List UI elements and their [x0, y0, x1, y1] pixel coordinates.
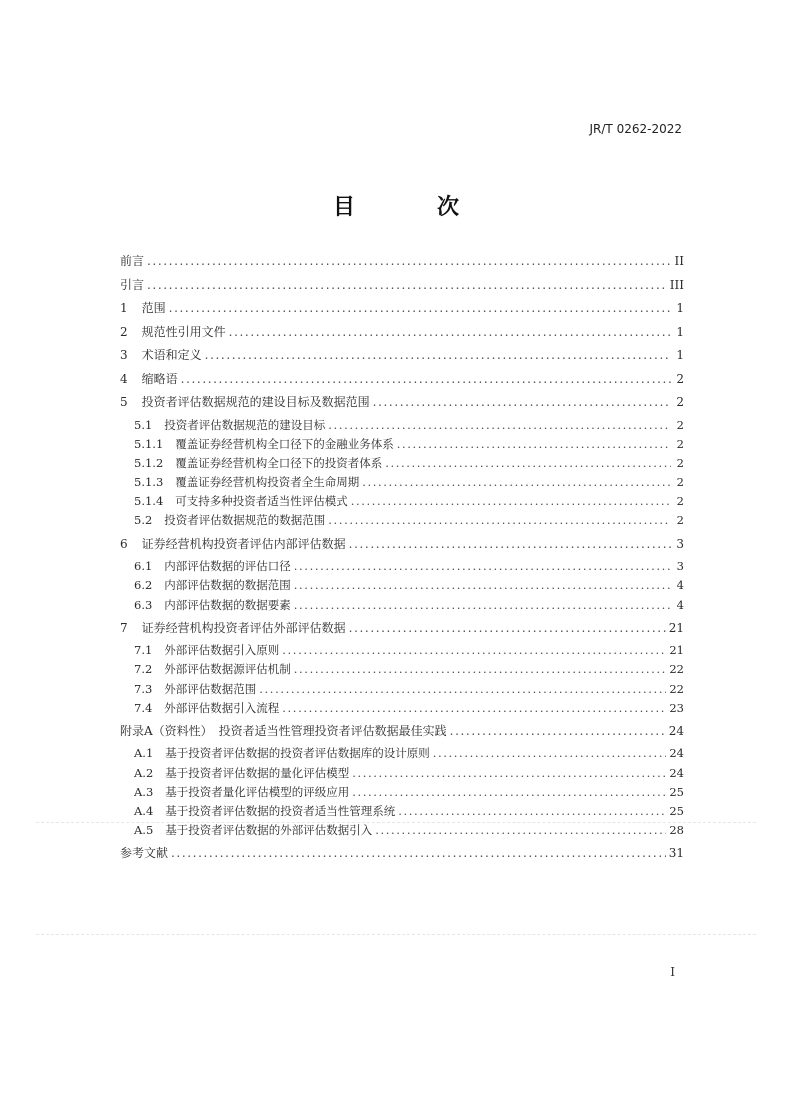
toc-entry-number: 5.1.4 — [134, 494, 164, 509]
toc-entry[interactable] — [120, 784, 684, 803]
toc-entry-number: 5.1.2 — [134, 455, 164, 470]
toc-entry-page: 21 — [669, 643, 684, 658]
dot-leader — [229, 325, 671, 339]
toc-entry[interactable] — [120, 558, 684, 577]
toc-entry-title: 缩略语 — [141, 371, 178, 386]
dot-leader — [433, 746, 667, 760]
dot-leader — [375, 823, 666, 837]
toc-entry[interactable] — [120, 844, 684, 868]
toc-entry-title: 规范性引用文件 — [141, 324, 226, 339]
toc-entry-number: 3 — [120, 348, 128, 362]
dot-leader — [205, 348, 671, 362]
dot-leader — [349, 621, 666, 635]
dot-leader — [294, 662, 667, 676]
dot-leader — [450, 724, 666, 738]
table-of-contents — [120, 252, 684, 868]
toc-entry[interactable] — [120, 765, 684, 784]
toc-entry-number: 7 — [120, 620, 128, 635]
page-title: 目 次 — [332, 194, 489, 220]
toc-entry[interactable] — [120, 661, 684, 680]
dot-leader — [328, 418, 671, 432]
toc-entry-page: 21 — [668, 620, 684, 635]
dot-leader — [362, 475, 671, 489]
toc-entry-title: 内部评估数据的数据要素 — [164, 597, 291, 612]
toc-entry[interactable] — [120, 370, 684, 394]
toc-entry-number: 7.3 — [134, 681, 153, 696]
dot-leader — [385, 456, 671, 470]
toc-entry-page: 2 — [676, 371, 684, 386]
toc-entry-title: 术语和定义 — [141, 348, 202, 362]
toc-entry[interactable] — [120, 535, 684, 559]
divider — [36, 822, 756, 823]
page-number: I — [670, 965, 675, 979]
toc-entry-title: 外部评估数据引入原则 — [164, 643, 280, 658]
toc-entry-page: 3 — [676, 536, 684, 551]
toc-entry-page: 2 — [676, 395, 684, 409]
toc-entry-page: 2 — [676, 455, 684, 470]
toc-entry[interactable] — [120, 493, 684, 512]
toc-entry-number: A.1 — [134, 746, 154, 761]
toc-entry-number: 6.1 — [134, 559, 153, 574]
toc-entry-page: 24 — [669, 765, 684, 780]
toc-entry-title: 基于投资者评估数据的投资者适当性管理系统 — [165, 804, 396, 818]
toc-entry-page: 24 — [669, 746, 684, 761]
dot-leader — [147, 254, 671, 268]
dot-leader — [147, 278, 667, 292]
toc-entry[interactable] — [120, 417, 684, 436]
dot-leader — [352, 766, 666, 780]
toc-entry-title: 外部评估数据源评估机制 — [164, 662, 291, 677]
toc-entry[interactable] — [120, 803, 684, 822]
toc-entry-title: 投资者评估数据规范的建设目标及数据范围 — [141, 395, 370, 409]
toc-entry-title: 引言 — [120, 277, 145, 292]
toc-entry-title: 外部评估数据范围 — [164, 681, 257, 696]
toc-entry-page: 24 — [668, 723, 684, 738]
toc-entry-title: 投资者评估数据规范的数据范围 — [164, 513, 326, 528]
toc-entry[interactable] — [120, 512, 684, 531]
dot-leader — [282, 643, 666, 657]
toc-entry-title: 附录A（资料性） 投资者适当性管理投资者评估数据最佳实践 — [120, 723, 447, 738]
toc-entry-title: 基于投资者评估数据的投资者评估数据库的设计原则 — [165, 746, 430, 761]
toc-entry-title: 覆盖证券经营机构全口径下的金融业务体系 — [175, 436, 394, 451]
toc-entry[interactable] — [120, 276, 684, 300]
toc-entry-page: 22 — [669, 681, 684, 696]
toc-entry-page: 22 — [669, 662, 684, 677]
toc-entry-title: 投资者评估数据规范的建设目标 — [164, 417, 326, 432]
toc-entry[interactable] — [120, 577, 684, 596]
toc-entry-title: 基于投资者量化评估模型的评级应用 — [165, 784, 350, 799]
toc-entry-number: A.4 — [134, 804, 154, 818]
dot-leader — [294, 559, 671, 573]
toc-entry[interactable] — [120, 822, 684, 841]
toc-entry-page: II — [674, 254, 684, 268]
toc-entry-title: 内部评估数据的评估口径 — [164, 559, 291, 574]
dot-leader — [397, 437, 671, 451]
toc-entry[interactable] — [120, 722, 684, 746]
toc-entry-title: 可支持多种投资者适当性评估模式 — [175, 494, 348, 509]
toc-entry-page: 3 — [676, 559, 684, 574]
dot-leader — [294, 598, 671, 612]
toc-entry-number: 5.1.1 — [134, 436, 164, 451]
dot-leader — [171, 846, 666, 860]
dot-leader — [259, 682, 666, 696]
dot-leader — [398, 804, 666, 818]
dot-leader — [169, 301, 671, 315]
toc-entry-title: 内部评估数据的数据范围 — [164, 578, 291, 593]
toc-entry[interactable] — [120, 700, 684, 719]
dot-leader — [294, 578, 671, 592]
toc-entry[interactable] — [120, 299, 684, 323]
toc-entry-number: 7.4 — [134, 700, 153, 715]
toc-entry-number: 1 — [120, 301, 128, 315]
toc-entry-number: 4 — [120, 371, 128, 386]
toc-entry-number: 5 — [120, 395, 128, 409]
divider — [36, 934, 756, 935]
toc-entry[interactable] — [120, 619, 684, 643]
toc-entry[interactable] — [120, 642, 684, 661]
toc-entry[interactable] — [120, 681, 684, 700]
dot-leader — [373, 395, 671, 409]
toc-entry[interactable] — [120, 474, 684, 493]
toc-entry-page: III — [669, 277, 684, 292]
toc-entry-title: 覆盖证券经营机构投资者全生命周期 — [175, 475, 360, 490]
dot-leader — [282, 701, 666, 715]
toc-entry[interactable] — [120, 323, 684, 347]
toc-entry-page: 2 — [676, 417, 684, 432]
toc-entry-number: 7.2 — [134, 662, 153, 677]
toc-entry-number: 2 — [120, 324, 128, 339]
toc-entry-number: 6.3 — [134, 597, 153, 612]
toc-entry[interactable] — [120, 745, 684, 764]
toc-entry-page: 25 — [669, 784, 684, 799]
toc-entry-title: 基于投资者评估数据的量化评估模型 — [165, 765, 350, 780]
dot-leader — [181, 372, 671, 386]
toc-entry[interactable] — [120, 436, 684, 455]
toc-entry[interactable] — [120, 346, 684, 370]
toc-entry-page: 1 — [676, 301, 684, 315]
toc-entry-title: 外部评估数据引入流程 — [164, 700, 280, 715]
toc-entry-number: A.3 — [134, 784, 154, 799]
toc-entry-title: 证券经营机构投资者评估内部评估数据 — [141, 536, 346, 551]
toc-entry-number: 6.2 — [134, 578, 153, 593]
dot-leader — [349, 537, 671, 551]
toc-entry-title: 参考文献 — [120, 846, 169, 861]
dot-leader — [352, 785, 666, 799]
dot-leader — [351, 494, 671, 508]
toc-entry-number: 5.2 — [134, 513, 153, 528]
toc-entry-number: 5.1 — [134, 417, 153, 432]
dot-leader — [328, 513, 671, 527]
toc-entry[interactable] — [120, 393, 684, 417]
toc-entry-page: 4 — [676, 578, 684, 593]
toc-entry-page: 2 — [676, 494, 684, 509]
toc-entry-page: 25 — [669, 804, 684, 818]
toc-entry-page: 2 — [676, 436, 684, 451]
toc-entry-number: A.5 — [134, 823, 154, 838]
toc-entry-title: 前言 — [120, 254, 145, 268]
toc-entry-page: 1 — [676, 348, 684, 362]
toc-entry-title: 覆盖证券经营机构全口径下的投资者体系 — [175, 455, 383, 470]
toc-entry-title: 证券经营机构投资者评估外部评估数据 — [141, 620, 346, 635]
toc-entry[interactable] — [120, 252, 684, 276]
toc-entry-number: 5.1.3 — [134, 475, 164, 490]
toc-entry[interactable] — [120, 455, 684, 474]
toc-entry-number: A.2 — [134, 765, 154, 780]
toc-entry-page: 31 — [668, 846, 684, 861]
toc-entry-number: 7.1 — [134, 643, 153, 658]
toc-entry-number: 6 — [120, 536, 128, 551]
toc-entry[interactable] — [120, 597, 684, 616]
toc-entry-page: 1 — [676, 324, 684, 339]
toc-entry-page: 2 — [676, 475, 684, 490]
toc-entry-page: 23 — [669, 700, 684, 715]
standard-code: JR/T 0262-2022 — [589, 122, 682, 136]
toc-entry-title: 范围 — [141, 301, 166, 315]
toc-entry-page: 4 — [676, 597, 684, 612]
toc-entry-title: 基于投资者评估数据的外部评估数据引入 — [165, 823, 373, 838]
toc-entry-page: 28 — [669, 823, 684, 838]
toc-entry-page: 2 — [676, 513, 684, 528]
